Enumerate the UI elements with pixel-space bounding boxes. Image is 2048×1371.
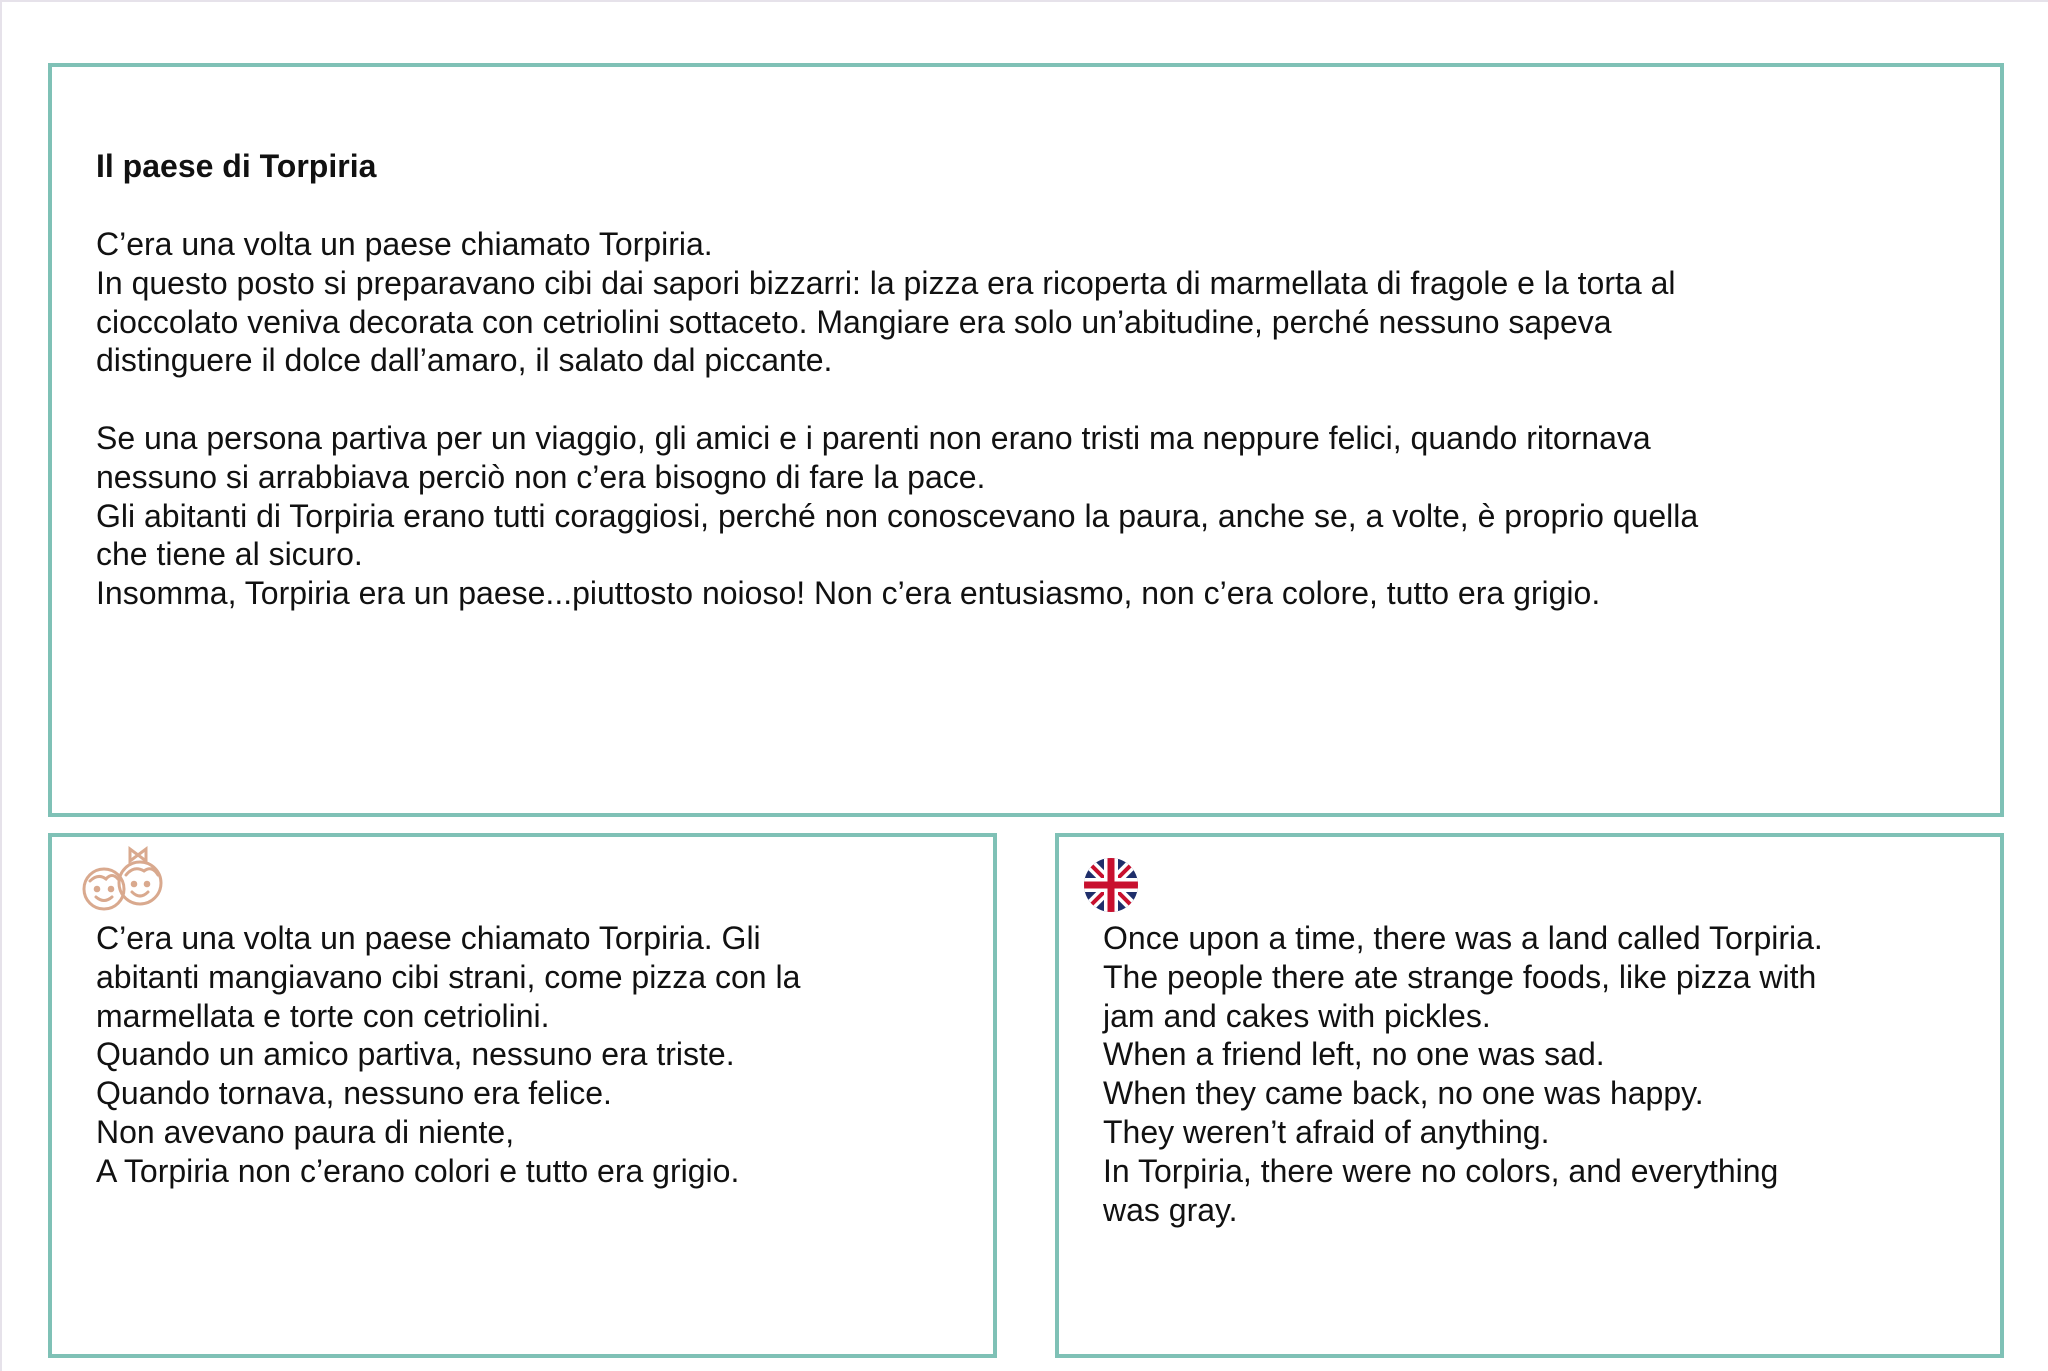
simplified-line: C’era una volta un paese chiamato Torpiria. Gli (96, 920, 761, 956)
story-title: Il paese di Torpiria (96, 148, 377, 184)
story-line: nessuno si arrabbiava perciò non c’era bisogno di fare la pace. (96, 458, 986, 495)
simplified-panel (48, 833, 997, 1358)
story-line: C’era una volta un paese chiamato Torpiria. (96, 226, 713, 262)
english-line: When a friend left, no one was sad. (1103, 1036, 1605, 1073)
simplified-text (96, 919, 800, 1191)
simplified-line: Quando tornava, nessuno era felice. (96, 1075, 612, 1112)
page-edge-top (0, 0, 2048, 2)
simplified-line: Non avevano paura di niente, (96, 1113, 515, 1150)
story-line: distinguere il dolce dall’amaro, il salato dal piccante. (96, 342, 833, 379)
story-text (96, 225, 1698, 613)
page-edge-left (0, 0, 2, 1371)
english-line: They weren’t afraid of anything. (1103, 1113, 1550, 1150)
english-text (1103, 919, 1823, 1229)
paragraph-gap (96, 380, 1698, 419)
simplified-line: abitanti mangiavano cibi strani, come pizza con la (96, 958, 801, 995)
english-line: When they came back, no one was happy. (1103, 1075, 1704, 1112)
english-line: jam and cakes with pickles. (1103, 997, 1491, 1034)
english-panel (1055, 833, 2004, 1358)
kids-faces-icon (78, 845, 172, 915)
story-line: cioccolato veniva decorata con cetriolini sottaceto. Mangiare era solo un’abitudine, perché nessuno sapeva (96, 303, 1612, 340)
simplified-line: A Torpiria non c’erano colori e tutto era grigio. (96, 1152, 740, 1189)
story-line: che tiene al sicuro. (96, 536, 363, 573)
uk-flag-icon (1083, 857, 1139, 913)
story-line: Insomma, Torpiria era un paese...piuttosto noioso! Non c’era entusiasmo, non c’era colore, tutto era grigio. (96, 575, 1601, 612)
story-line: Gli abitanti di Torpiria erano tutti coraggiosi, perché non conoscevano la paura, anche se, a volte, è proprio quella (96, 497, 1699, 534)
story-line: In questo posto si preparavano cibi dai sapori bizzarri: la pizza era ricoperta di marmellata di fragole e la torta al (96, 264, 1676, 301)
simplified-line: marmellata e torte con cetriolini. (96, 997, 550, 1034)
story-line: Se una persona partiva per un viaggio, gli amici e i parenti non erano tristi ma neppure felici, quando ritornava (96, 419, 1651, 456)
simplified-line: Quando un amico partiva, nessuno era triste. (96, 1036, 735, 1073)
english-line: Once upon a time, there was a land called Torpiria. (1103, 920, 1823, 956)
english-line: The people there ate strange foods, like pizza with (1103, 958, 1817, 995)
story-panel (48, 63, 2004, 817)
english-line: In Torpiria, there were no colors, and everything (1103, 1152, 1779, 1189)
english-line: was gray. (1103, 1191, 1238, 1228)
